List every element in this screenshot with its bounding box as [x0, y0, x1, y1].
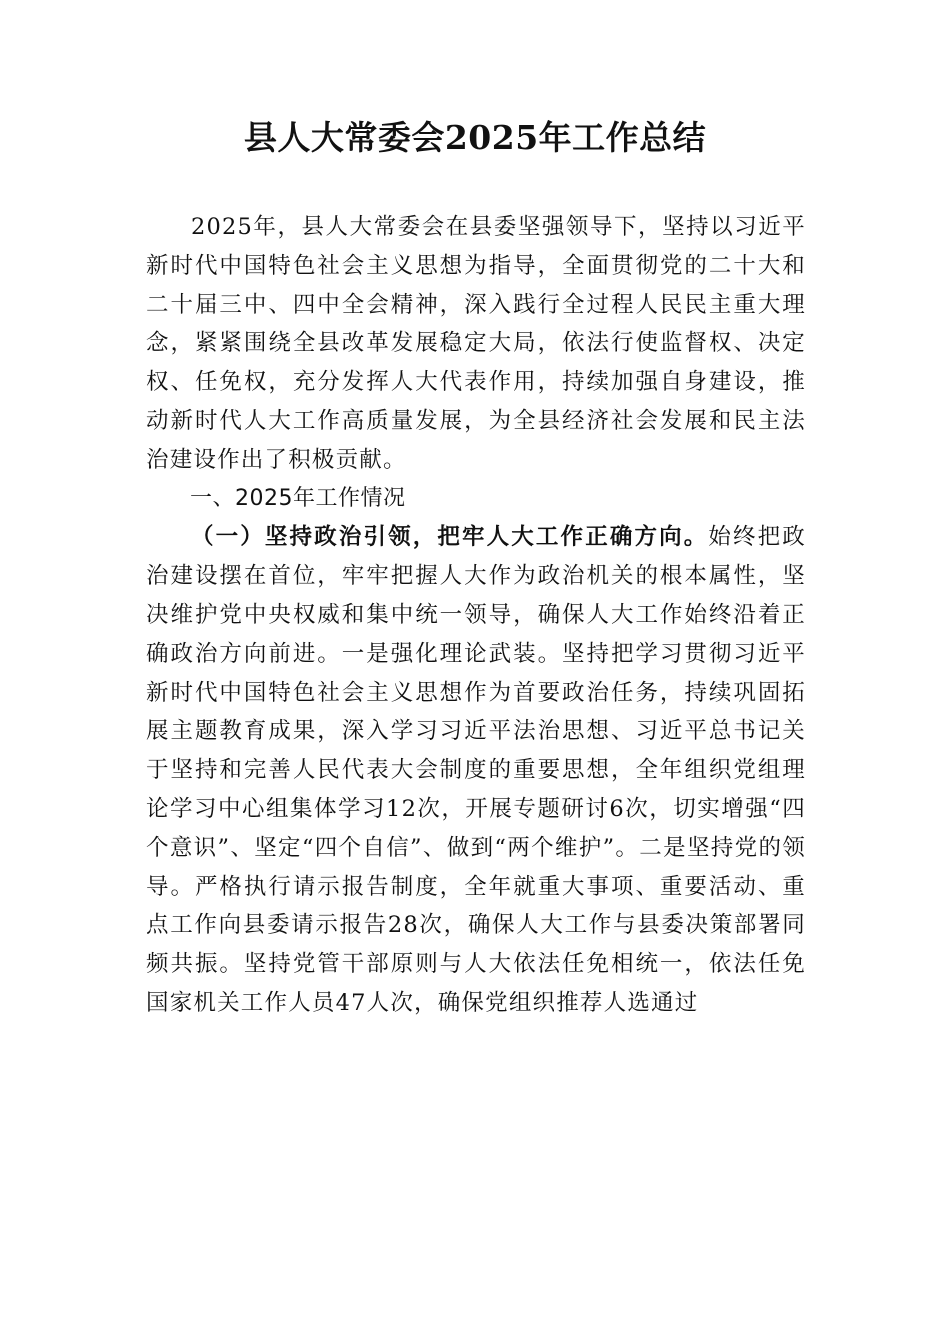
intro-paragraph: 2025年，县人大常委会在县委坚强领导下，坚持以习近平新时代中国特色社会主义思想为指导，全面贯彻党的二十大和二十届三中、四中全会精神，深入践行全过程人民民主重大理念，紧紧围绕全县改革发展稳定大局，依法行使监督权、决定权、任免权，充分发挥人大代表作用，持续加强自身建设，推动新时代人大工作高质量发展，为全县经济社会发展和民主法治建设作出了积极贡献。 — [146, 214, 806, 473]
section-one-heading: 一、2025年工作情况 — [190, 485, 406, 511]
document-body — [146, 208, 806, 1023]
subsection-one-heading: （一）坚持政治引领，把牢人大工作正确方向。 — [191, 524, 709, 551]
subsection-one-body: 始终把政治建设摆在首位，牢牢把握人大作为政治机关的根本属性，坚决维护党中央权威和集中统一领导，确保人大工作始终沿着正确政治方向前进。一是强化理论武装。坚持把学习贯彻习近平新时代中国特色社会主义思想作为首要政治任务，持续巩固拓展主题教育成果，深入学习习近平法治思想、习近平总书记关于坚持和完善人民代表大会制度的重要思想，全年组织党组理论学习中心组集体学习12次，开展专题研讨6次，切实增强“四个意识”、坚定“四个自信”、做到“两个维护”。二是坚持党的领导。严格执行请示报告制度，全年就重大事项、重要活动、重点工作向县委请示报告28次，确保人大工作与县委决策部署同频共振。坚持党管干部原则与人大依法任免相统一，依法任免国家机关工作人员47人次，确保党组织推荐人选通过 — [146, 524, 806, 1016]
document-title: 县人大常委会2025年工作总结 — [243, 118, 707, 157]
subsection-one-paragraph — [146, 518, 806, 1022]
